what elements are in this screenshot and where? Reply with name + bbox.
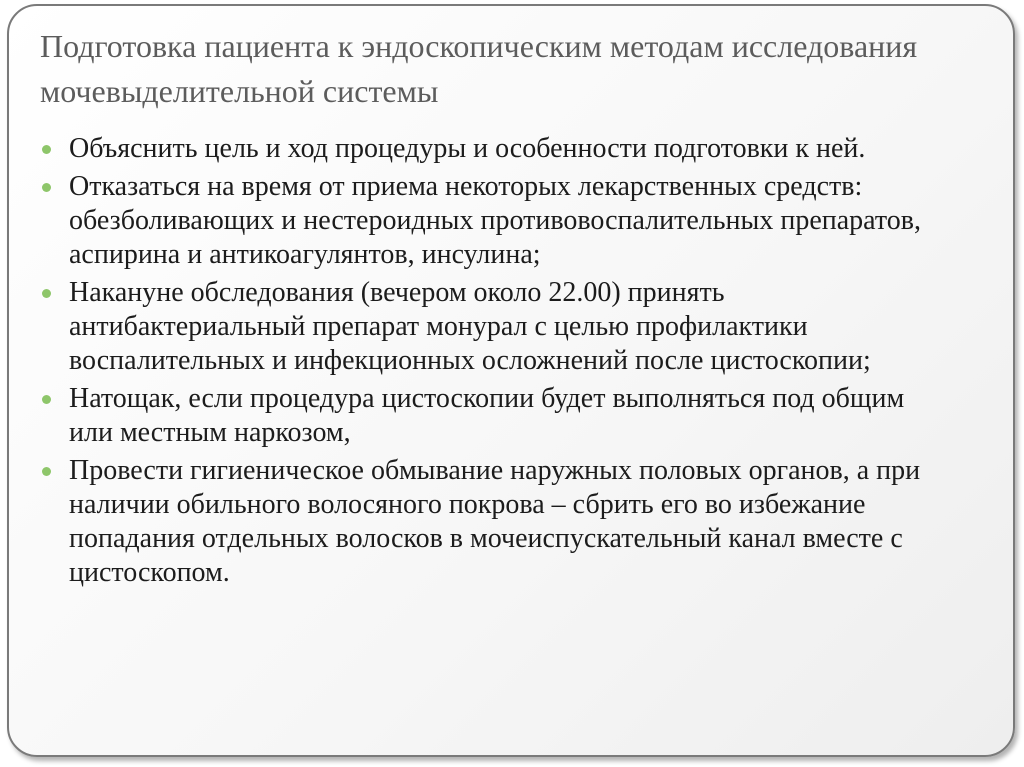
- bullet-text: Натощак, если процедура цистоскопии будет выполняться под общим или местным наркозом,: [69, 383, 905, 448]
- bullet-item: [40, 276, 945, 378]
- bullet-list: [40, 132, 945, 594]
- bullet-item: [40, 454, 945, 590]
- bullet-text: Отказаться на время от приема некоторых лекарственных средств: обезболивающих и нестероидных противовоспалительных препаратов, аспирина и антикоагулянтов, инсулина;: [69, 171, 921, 270]
- bullet-dot-icon: [42, 467, 51, 476]
- bullet-item: [40, 170, 945, 272]
- bullet-text: Провести гигиеническое обмывание наружных половых органов, а при наличии обильного волосяного покрова – сбрить его во избежание попадания отдельных волосков в мочеиспускательный канал вместе с цистоскопом.: [69, 455, 921, 588]
- bullet-dot-icon: [42, 289, 51, 298]
- bullet-item: [40, 382, 945, 450]
- bullet-dot-icon: [42, 145, 51, 154]
- bullet-dot-icon: [42, 183, 51, 192]
- bullet-text: Накануне обследования (вечером около 22.00) принять антибактериальный препарат монурал с целью профилактики воспалительных и инфекционных осложнений после цистоскопии;: [69, 277, 871, 376]
- slide-title: Подготовка пациента к эндоскопическим методам исследования мочевыделительной системы: [40, 28, 918, 109]
- bullet-text: Объяснить цель и ход процедуры и особенности подготовки к ней.: [69, 133, 866, 164]
- bullet-item: [40, 132, 945, 166]
- bullet-dot-icon: [42, 395, 51, 404]
